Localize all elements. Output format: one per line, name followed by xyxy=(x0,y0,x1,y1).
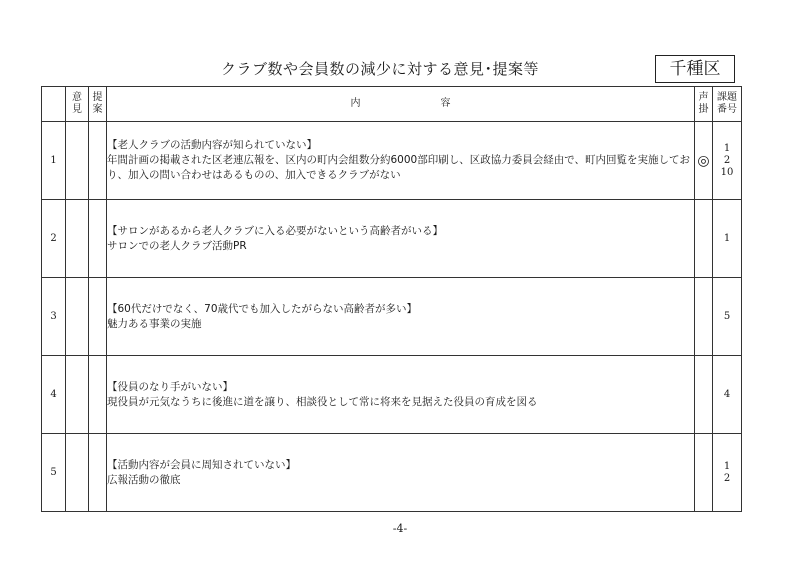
opinion-cell xyxy=(66,356,89,434)
proposal-cell xyxy=(89,356,107,434)
voice-mark xyxy=(695,278,713,356)
topic-numbers: 1 xyxy=(713,200,742,278)
issue-body: サロンでの老人クラブ活動PR xyxy=(107,239,247,252)
header-opinion: 意 見 xyxy=(66,87,89,122)
table-row xyxy=(42,356,742,434)
issue-heading: 【役員のなり手がいない】 xyxy=(107,380,233,393)
proposal-cell xyxy=(89,200,107,278)
opinion-cell xyxy=(66,278,89,356)
document-title: クラブ数や会員数の減少に対する意見･提案等 xyxy=(220,60,539,78)
issue-heading: 【活動内容が会員に周知されていない】 xyxy=(107,458,296,471)
issue-heading: 【60代だけでなく、70歳代でも加入したがらない高齢者が多い】 xyxy=(107,302,418,315)
issue-body: 年間計画の掲載された区老連広報を、区内の町内会組数分約6000部印刷し、区政協力委員会経由で、町内回覧を実施しており、加入の問い合わせはあるものの、加入できるクラブがない xyxy=(107,154,691,181)
topic-numbers: 5 xyxy=(713,278,742,356)
row-number: 1 xyxy=(42,122,66,200)
content-cell xyxy=(107,200,695,278)
content-cell xyxy=(107,122,695,200)
opinion-cell xyxy=(66,122,89,200)
proposal-cell xyxy=(89,122,107,200)
topic-numbers: 1 2 xyxy=(713,434,742,512)
header-content: 内 容 xyxy=(107,87,695,122)
row-number: 3 xyxy=(42,278,66,356)
proposal-cell xyxy=(89,434,107,512)
voice-mark xyxy=(695,434,713,512)
opinion-cell xyxy=(66,434,89,512)
topic-numbers: 1 2 10 xyxy=(713,122,742,200)
voice-mark xyxy=(695,200,713,278)
ward-label: 千種区 xyxy=(655,55,735,83)
topic-numbers: 4 xyxy=(713,356,742,434)
table-row xyxy=(42,200,742,278)
table-row xyxy=(42,122,742,200)
table-row xyxy=(42,434,742,512)
issue-body: 現役員が元気なうちに後進に道を譲り、相談役として常に将来を見据えた役員の育成を図る xyxy=(107,395,538,408)
content-cell xyxy=(107,356,695,434)
opinions-table xyxy=(41,86,742,512)
voice-mark: ◎ xyxy=(695,122,713,200)
row-number: 4 xyxy=(42,356,66,434)
row-number: 2 xyxy=(42,200,66,278)
issue-body: 魅力ある事業の実施 xyxy=(107,317,202,330)
issue-heading: 【老人クラブの活動内容が知られていない】 xyxy=(107,139,317,151)
proposal-cell xyxy=(89,278,107,356)
header-proposal: 提 案 xyxy=(89,87,107,122)
header-number xyxy=(42,87,66,122)
table-header-row xyxy=(42,87,742,122)
header-voice: 声 掛 xyxy=(695,87,713,122)
table-row xyxy=(42,278,742,356)
content-cell xyxy=(107,278,695,356)
voice-mark xyxy=(695,356,713,434)
page-number: -4- xyxy=(392,522,408,535)
issue-body: 広報活動の徹底 xyxy=(107,473,181,486)
issue-heading: 【サロンがあるから老人クラブに入る必要がないという高齢者がいる】 xyxy=(107,224,443,237)
header-topic-number: 課題 番号 xyxy=(713,87,742,122)
opinion-cell xyxy=(66,200,89,278)
content-cell xyxy=(107,434,695,512)
row-number: 5 xyxy=(42,434,66,512)
